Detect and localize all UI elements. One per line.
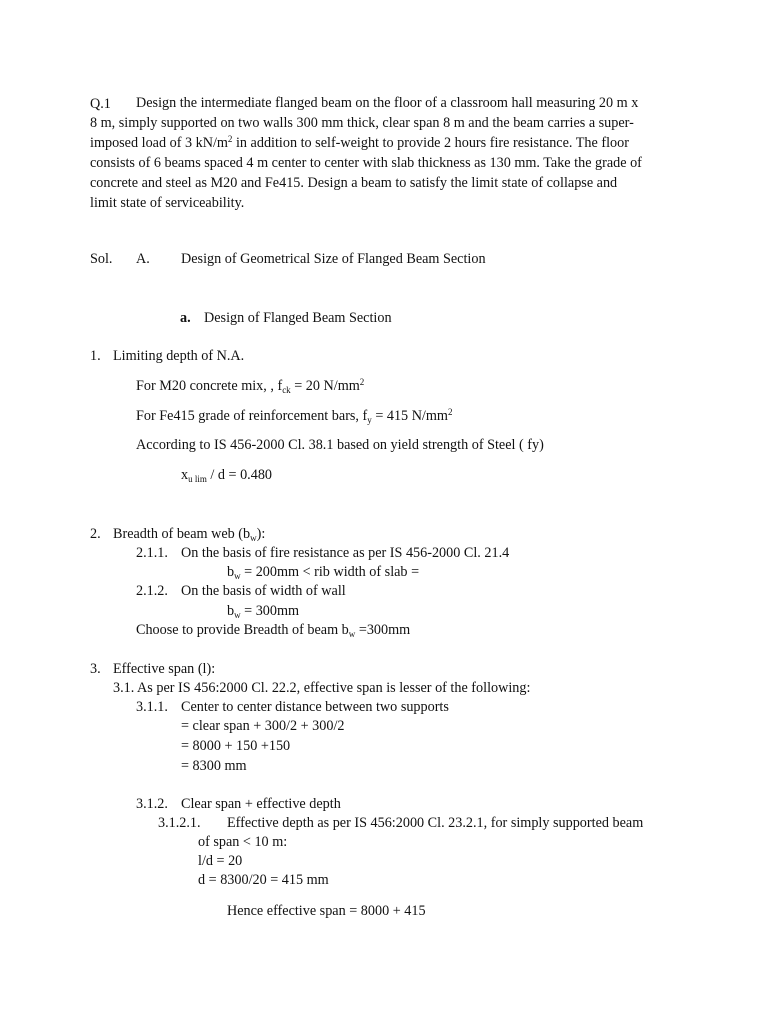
item-3-1-2-1-continuation: of span < 10 m: [198, 834, 288, 850]
part-label: A. [136, 251, 150, 267]
bw-fire-value: $b_w = 200mm$ < rib width of slab = [227, 564, 420, 581]
section-2-title: Breadth of beam web $(b_w)$: [113, 526, 266, 543]
question-line: limit state of serviceability. [90, 195, 245, 211]
item-2-1-2-number: 2.1.2. [136, 583, 168, 599]
question-line: Design the intermediate flanged beam on the floor of a classroom hall measuring 20 m x [136, 95, 639, 111]
solution-label: Sol. [90, 251, 113, 267]
section-1-title: Limiting depth of N.A. [113, 348, 245, 364]
item-3-1-1-text: Center to center distance between two supports [181, 699, 449, 715]
xulim-ratio: $x_{u lim} / d = 0.480$ [181, 467, 273, 484]
calc-line: = 8000 + 150 +150 [181, 738, 291, 754]
fe415-fy-line: For Fe415 grade of reinforcement bars, $f_y = 415$ $N/mm^2$ [136, 407, 453, 425]
m20-fck-line: For M20 concrete mix, , $f_{ck} = 20$ $N/mm^2$ [136, 377, 365, 395]
item-2-1-2-text: On the basis of width of wall [181, 583, 346, 599]
item-3-1-2-text: Clear span + effective depth [181, 796, 341, 812]
item-3-1-2-1-text: Effective depth as per IS 456:2000 Cl. 23.2.1, for simply supported beam [227, 815, 644, 831]
item-3-1-1-number: 3.1.1. [136, 699, 168, 715]
calc-line: = 8300 mm [181, 758, 247, 774]
clause-reference: According to IS 456-2000 Cl. 38.1 based on yield strength of Steel ( fy) [136, 437, 544, 453]
question-label: Q.1 [90, 96, 111, 112]
section-1-number: 1. [90, 348, 101, 364]
section-3-title: Effective span (l): [113, 661, 216, 677]
calc-line: d = 8300/20 = 415 mm [198, 872, 329, 888]
bw-wall-value: $b_w = 300mm$ [227, 603, 300, 620]
item-2-1-1-number: 2.1.1. [136, 545, 168, 561]
question-line: consists of 6 beams spaced 4 m center to center with slab thickness as 130 mm. Take the grade of [90, 155, 642, 171]
section-3-number: 3. [90, 661, 101, 677]
item-3-1-2-1-number: 3.1.2.1. [158, 815, 201, 831]
question-line: imposed load of 3 $kN/m^2$ in addition to self-weight to provide 2 hours fire resistance. The floor [90, 134, 629, 151]
section-2-number: 2. [90, 526, 101, 542]
clause-22-2-text: 3.1. As per IS 456:2000 Cl. 22.2, effective span is lesser of the following: [113, 680, 531, 696]
effective-span-result: Hence effective span = 8000 + 415 [227, 903, 426, 919]
bw-chosen: Choose to provide Breadth of beam $b_w =300mm$ [136, 622, 411, 639]
calc-line: l/d = 20 [198, 853, 243, 869]
question-line: concrete and steel as M20 and Fe415. Design a beam to satisfy the limit state of collapse and [90, 175, 618, 191]
subsection-label: a. [180, 310, 191, 326]
part-title: Design of Geometrical Size of Flanged Beam Section [181, 251, 486, 267]
subsection-title: Design of Flanged Beam Section [204, 310, 392, 326]
item-3-1-2-number: 3.1.2. [136, 796, 168, 812]
calc-line: = clear span + 300/2 + 300/2 [181, 718, 345, 734]
question-text [90, 93, 690, 213]
question-line: 8 m, simply supported on two walls 300 mm thick, clear span 8 m and the beam carries a super- [90, 115, 634, 131]
item-2-1-1-text: On the basis of fire resistance as per IS 456-2000 Cl. 21.4 [181, 545, 510, 561]
